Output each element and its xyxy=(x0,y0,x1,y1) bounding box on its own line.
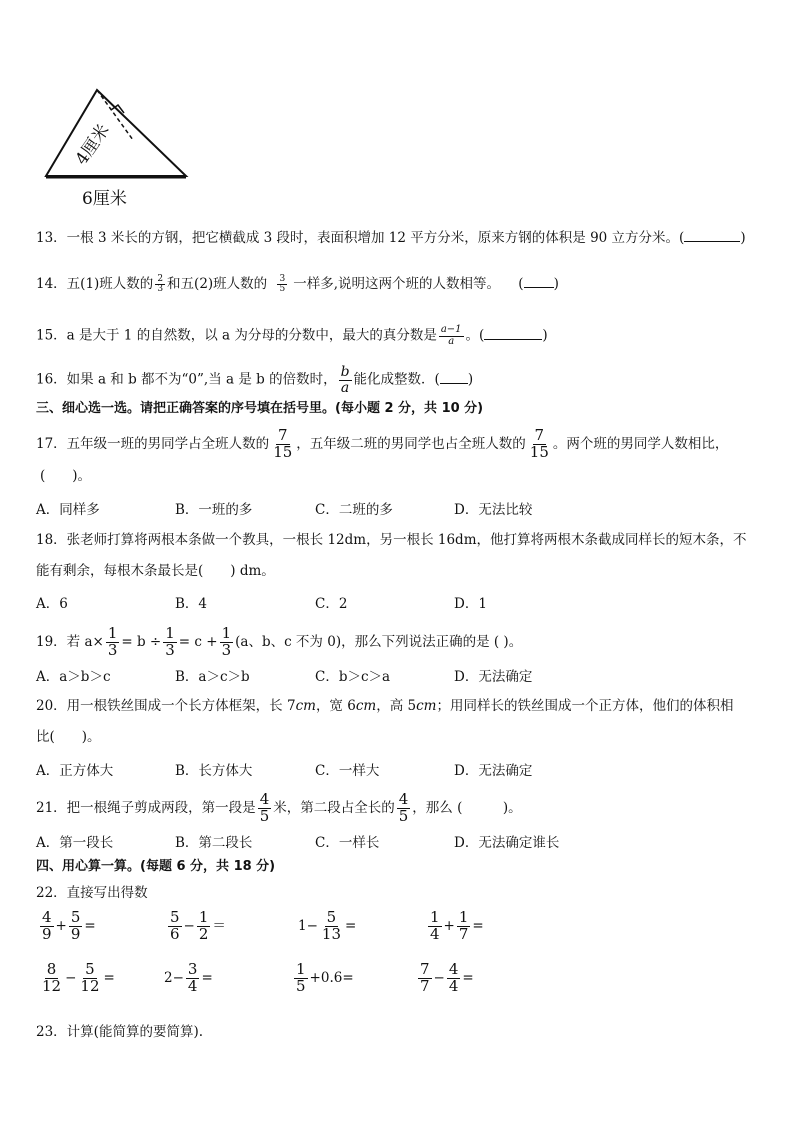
question-16: 16．如果 a 和 b 都不为“0”,当 a 是 b 的倍数时， $\frac{b}{a}$ 能化成整数．( ) xyxy=(36,364,474,396)
option-b[interactable]: B．a＞c＞b xyxy=(175,669,250,685)
option-d[interactable]: D．无法确定 xyxy=(454,669,533,685)
answer-blank-13[interactable] xyxy=(684,241,740,242)
question-13: 13．一根 3 米长的方钢，把它横截成 3 段时，表面积增加 12 平方分米，原来方钢的体积是 90 立方分米。( ) xyxy=(36,230,746,246)
option-c[interactable]: C．一样长 xyxy=(315,835,380,851)
option-d[interactable]: D．无法确定 xyxy=(454,763,533,779)
option-d[interactable]: D．无法确定谁长 xyxy=(454,835,560,851)
fraction: $\frac{7}{15}$ xyxy=(273,426,293,461)
question-15: 15．a 是大于 1 的自然数，以 a 为分母的分数中，最大的真分数是 $\frac{a-1}{a}$ 。( ) xyxy=(36,324,548,347)
question-23: 23．计算(能简算的要简算). xyxy=(36,1024,204,1040)
option-c[interactable]: C．二班的多 xyxy=(315,502,393,518)
question-21: 21．把一根绳子剪成两段，第一段是 $\frac{4}{5}$ 米，第二段占全长的 $\frac{4}{5}$ ，那么 ( )。 xyxy=(36,790,522,825)
base-label: 6厘米 xyxy=(82,189,127,209)
calc-item: 2− $\frac{3}{4}$ = xyxy=(164,960,213,995)
calc-item: $\frac{5}{6}$ − $\frac{1}{2}$ ＝ xyxy=(170,908,226,943)
fraction: $\frac{7}{15}$ xyxy=(529,426,549,461)
question-18-line2: 能有剩余，每根木条最长是( ) dm。 xyxy=(36,563,275,579)
fraction: $\frac{2}{3}$ xyxy=(157,273,164,294)
calc-item: $\frac{4}{9}$ + $\frac{5}{9}$ = xyxy=(42,908,96,943)
option-d[interactable]: D．1 xyxy=(454,596,487,612)
answer-blank-16[interactable] xyxy=(440,383,468,384)
question-22-title: 22．直接写出得数 xyxy=(36,885,148,901)
fraction: $\frac{1}{3}$ xyxy=(165,624,175,659)
option-a[interactable]: A．a＞b＞c xyxy=(36,669,111,685)
option-c[interactable]: C．一样大 xyxy=(315,763,380,779)
section-heading-3: 三、细心选一选。请把正确答案的序号填在括号里。(每小题 2 分，共 10 分) xyxy=(36,401,484,416)
fraction: $\frac{a-1}{a}$ xyxy=(440,324,462,347)
calc-item: $\frac{8}{12}$ − $\frac{5}{12}$ = xyxy=(42,960,115,995)
answer-blank-15[interactable] xyxy=(484,339,542,340)
question-18: 18．张老师打算将两根本条做一个教具，一根长 12dm，另一根长 16dm，他打算将两根木条截成同样长的短木条，不 xyxy=(36,532,747,548)
question-20: 20．用一根铁丝围成一个长方体框架，长 7cm，宽 6cm，高 5cm；用同样长的铁丝围成一个正方体，他们的体积相 xyxy=(36,698,734,714)
fraction: $\frac{4}{5}$ xyxy=(259,790,270,825)
question-20-line2: 比( )。 xyxy=(36,729,101,745)
fraction: $\frac{1}{3}$ xyxy=(221,624,232,659)
side-label: 4厘米 xyxy=(71,120,114,169)
option-c[interactable]: C．2 xyxy=(315,596,348,612)
calc-item: 1− $\frac{5}{13}$ = xyxy=(298,908,357,943)
fraction: $\frac{1}{3}$ xyxy=(107,624,118,659)
fraction: $\frac{b}{a}$ xyxy=(340,364,350,396)
question-17: 17．五年级一班的男同学占全班人数的 $\frac{7}{15}$ ，五年级二班的男同学也占全班人数的 $\frac{7}{15}$ 。两个班的男同学人数相比， xyxy=(36,426,729,461)
section-heading-4: 四、用心算一算。(每题 6 分，共 18 分) xyxy=(36,859,276,874)
option-b[interactable]: B．4 xyxy=(175,596,208,612)
option-a[interactable]: A．第一段长 xyxy=(36,835,114,851)
answer-blank-14[interactable] xyxy=(524,287,554,288)
option-b[interactable]: B．长方体大 xyxy=(175,763,253,779)
calc-item: $\frac{1}{4}$ + $\frac{1}{7}$ = xyxy=(430,908,484,943)
calc-item: $\frac{1}{5}$ +0.6= xyxy=(296,960,354,995)
option-d[interactable]: D．无法比较 xyxy=(454,502,533,518)
option-c[interactable]: C．b＞c＞a xyxy=(315,669,391,685)
option-a[interactable]: A．正方体大 xyxy=(36,763,114,779)
calc-item: $\frac{7}{7}$ − $\frac{4}{4}$ = xyxy=(420,960,474,995)
option-b[interactable]: B．一班的多 xyxy=(175,502,253,518)
option-a[interactable]: A．6 xyxy=(36,596,68,612)
question-14: 14．五(1)班人数的 $\frac{2}{3}$ 和五(2)班人数的 $\frac{3}{5}$ 一样多,说明这两个班的人数相等。 ( ) xyxy=(36,273,559,294)
option-b[interactable]: B．第二段长 xyxy=(175,835,253,851)
triangle-figure xyxy=(40,84,200,208)
fraction: $\frac{4}{5}$ xyxy=(398,790,409,825)
option-a[interactable]: A．同样多 xyxy=(36,502,100,518)
question-17-line2: ( )。 xyxy=(40,468,92,484)
question-19: 19．若 a× $\frac{1}{3}$ = b ÷ $\frac{1}{3}$ = c + $\frac{1}{3}$ (a、b、c 不为 0)，那么下列说法正确的是 ( )。 xyxy=(36,624,523,659)
fraction: $\frac{3}{5}$ xyxy=(279,273,286,294)
